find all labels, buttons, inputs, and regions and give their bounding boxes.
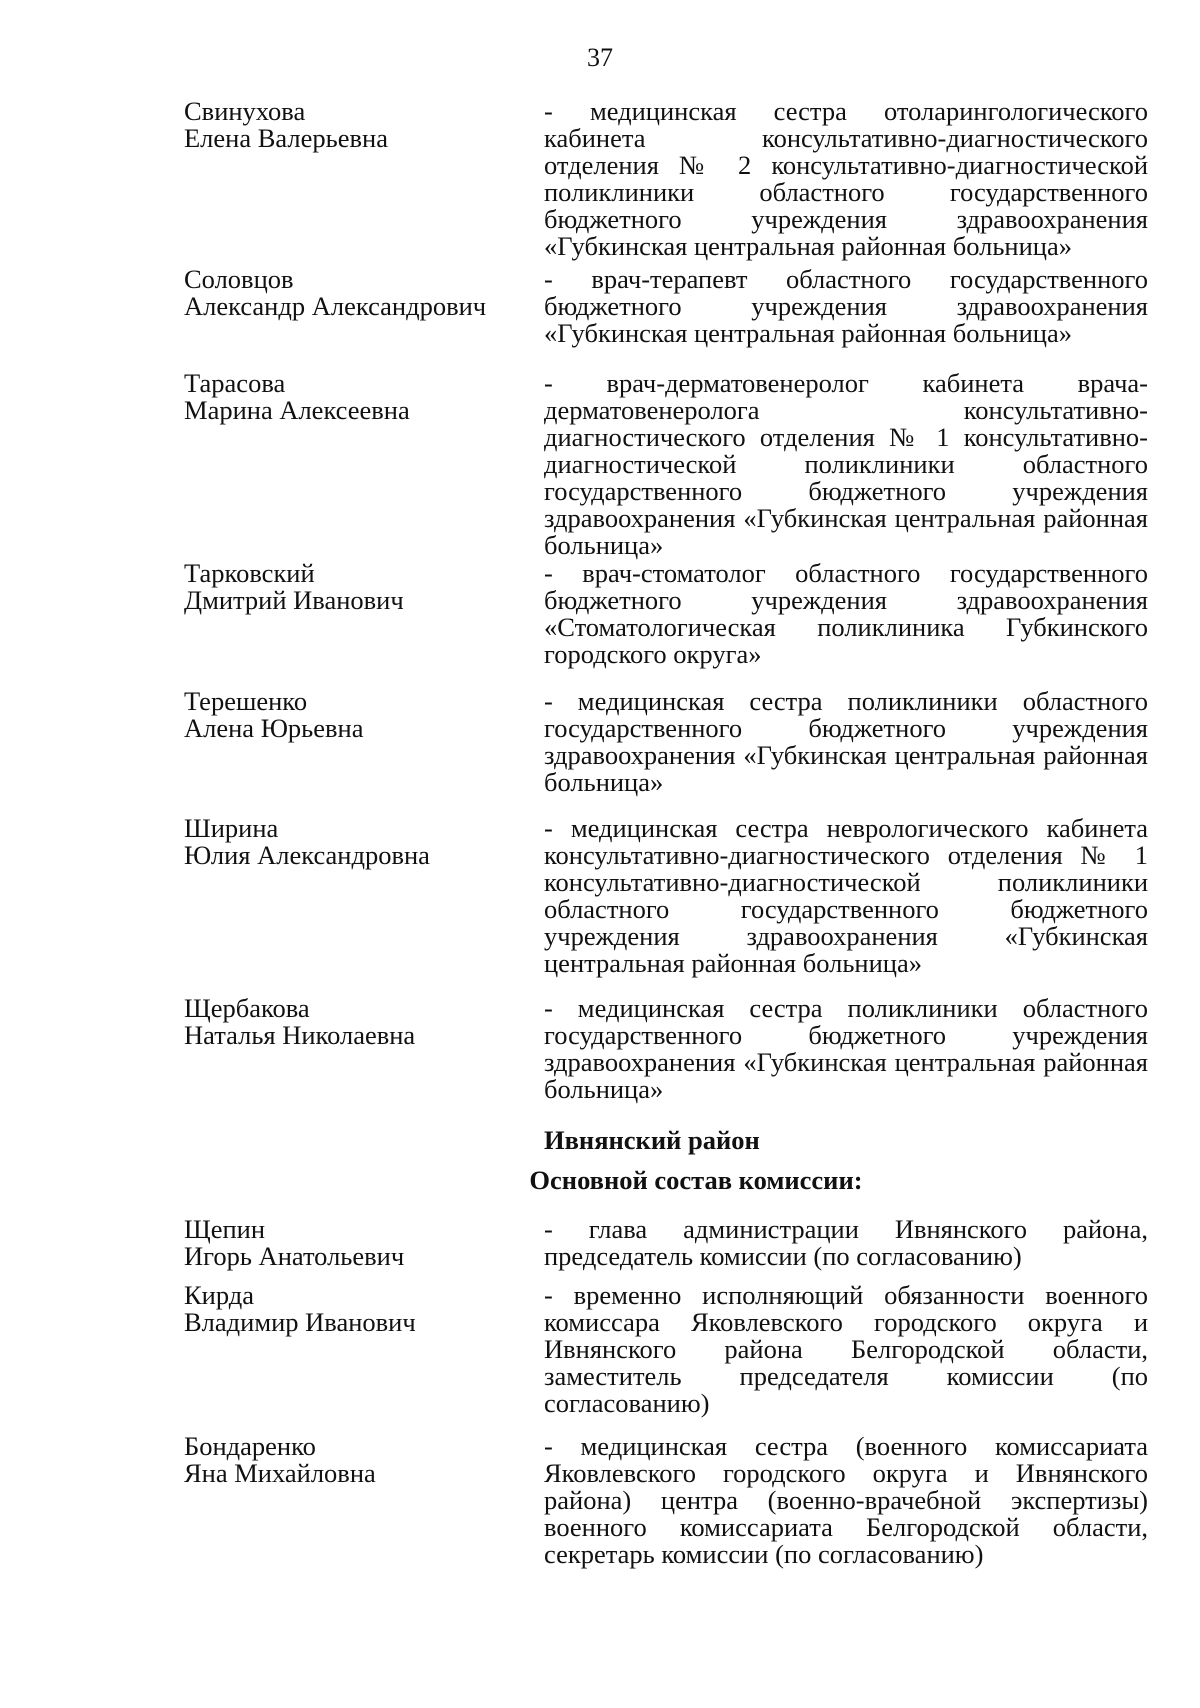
member-given-name: Игорь Анатольевич <box>184 1241 405 1271</box>
member-name <box>184 370 544 560</box>
member-name <box>184 995 544 1103</box>
member-name <box>184 815 544 995</box>
member-name <box>184 98 544 266</box>
member-surname: Тарасова <box>184 368 286 398</box>
member-name <box>184 688 544 815</box>
member-entry <box>184 266 1148 370</box>
member-name <box>184 1433 544 1573</box>
member-position: - медицинская сестра неврологического кабинета консультативно-диагностического отделения № 1 консультативно-диагностической поликлиники областного государственного бюджетного учреждения здравоохранения «Губкинская центральная районная больница» <box>544 813 1148 978</box>
document-body <box>184 98 1148 1573</box>
member-given-name: Юлия Александровна <box>184 840 430 870</box>
member-surname: Терешенко <box>184 686 308 716</box>
member-given-name: Марина Алексеевна <box>184 395 410 425</box>
member-surname: Тарковский <box>184 558 315 588</box>
member-name <box>184 266 544 370</box>
member-name <box>184 560 544 688</box>
member-entry <box>184 370 1148 560</box>
member-position: - медицинская сестра поликлиники областного государственного бюджетного учреждения здравоохранения «Губкинская центральная районная больница» <box>544 993 1148 1104</box>
district-heading: Ивнянский район <box>544 1125 760 1155</box>
member-given-name: Алена Юрьевна <box>184 713 364 743</box>
member-given-name: Владимир Иванович <box>184 1307 416 1337</box>
member-given-name: Елена Валерьевна <box>184 123 388 153</box>
member-surname: Щербакова <box>184 993 310 1023</box>
member-position: - врач-стоматолог областного государственного бюджетного учреждения здравоохранения «Стоматологическая поликлиника Губкинского городского округа» <box>544 558 1148 669</box>
member-surname: Щепин <box>184 1214 266 1244</box>
member-position: - врач-терапевт областного государственного бюджетного учреждения здравоохранения «Губкинская центральная районная больница» <box>544 264 1148 348</box>
member-surname: Соловцов <box>184 264 294 294</box>
page-number: 37 <box>587 43 613 72</box>
member-entry <box>184 1216 1148 1282</box>
member-position: - временно исполняющий обязанности военного комиссара Яковлевского городского округа и Ивнянского района Белгородской области, заместитель председателя комиссии (по согласованию) <box>544 1280 1148 1418</box>
member-entry <box>184 815 1148 995</box>
member-name <box>184 1282 544 1433</box>
member-name <box>184 1216 544 1282</box>
member-surname: Бондаренко <box>184 1431 316 1461</box>
member-surname: Ширина <box>184 813 279 843</box>
member-given-name: Александр Александрович <box>184 291 487 321</box>
member-entry <box>184 688 1148 815</box>
member-position: - глава администрации Ивнянского района, председатель комиссии (по согласованию) <box>544 1214 1148 1271</box>
member-entry <box>184 995 1148 1103</box>
member-given-name: Наталья Николаевна <box>184 1020 416 1050</box>
member-surname: Кирда <box>184 1280 255 1310</box>
member-given-name: Яна Михайловна <box>184 1458 376 1488</box>
member-position: - медицинская сестра поликлиники областного государственного бюджетного учреждения здравоохранения «Губкинская центральная районная больница» <box>544 686 1148 797</box>
member-position: - медицинская сестра отоларингологического кабинета консультативно-диагностического отделения № 2 консультативно-диагностической поликлиники областного государственного бюджетного учреждения здравоохранения «Губкинская центральная районная больница» <box>544 96 1148 261</box>
member-position: - медицинская сестра (военного комиссариата Яковлевского городского округа и Ивнянского района) центра (военно-врачебной экспертизы) военного комиссариата Белгородской области, секретарь комиссии (по согласованию) <box>544 1431 1148 1569</box>
member-entry <box>184 1282 1148 1433</box>
member-entry <box>184 98 1148 266</box>
member-entry <box>184 560 1148 688</box>
committee-heading: Основной состав комиссии: <box>529 1165 863 1195</box>
member-position: - врач-дерматовенеролог кабинета врача-дерматовенеролога консультативно-диагностического отделения № 1 консультативно-диагностической поликлиники областного государственного бюджетного учреждения здравоохранения «Губкинская центральная районная больница» <box>544 368 1148 560</box>
member-entry <box>184 1433 1148 1573</box>
member-given-name: Дмитрий Иванович <box>184 585 404 615</box>
member-surname: Свинухова <box>184 96 306 126</box>
